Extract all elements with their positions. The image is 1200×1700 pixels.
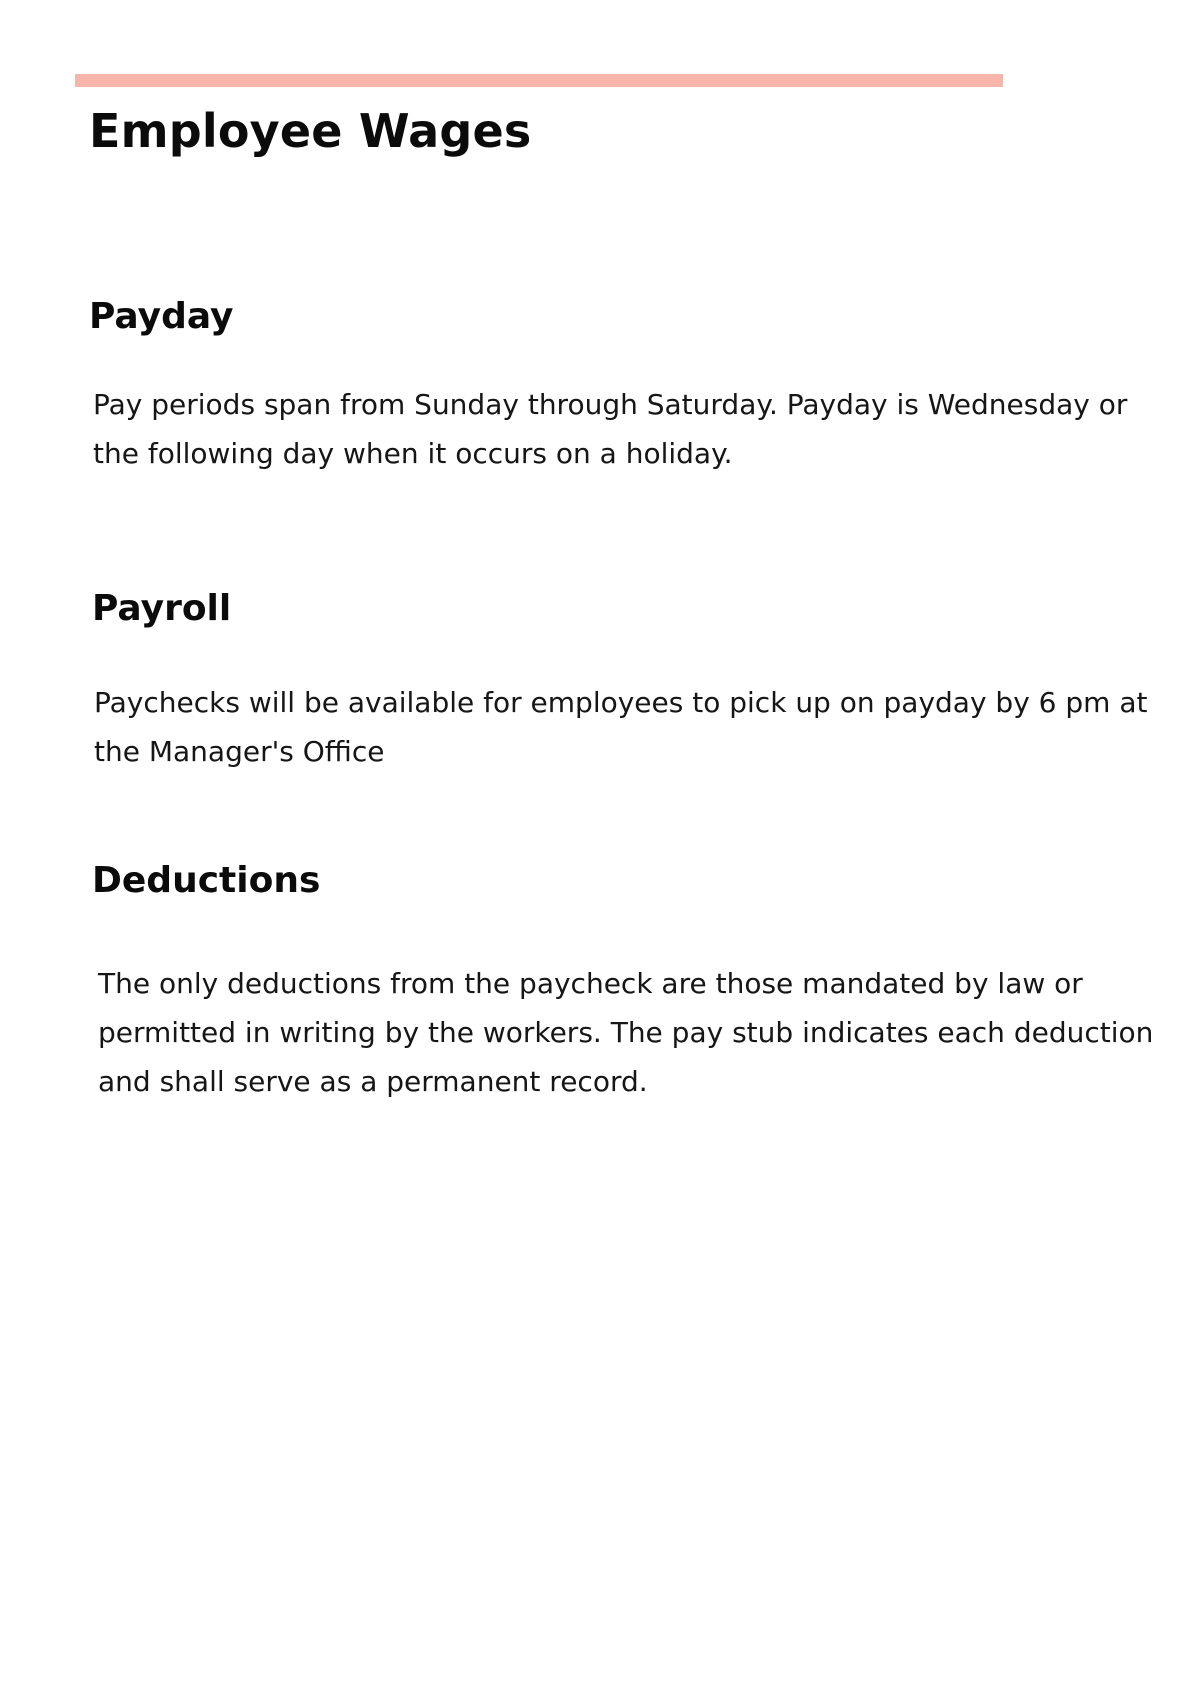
section-body-line: The only deductions from the paycheck are those mandated by law or <box>98 967 1083 1000</box>
section-body-line: the Manager's Office <box>94 735 385 768</box>
section-body-payday <box>93 380 1173 478</box>
section-heading-payroll: Payroll <box>92 588 232 629</box>
section-body-line: and shall serve as a permanent record. <box>98 1065 648 1098</box>
section-body-deductions <box>98 959 1178 1106</box>
section-heading-deductions: Deductions <box>92 860 321 901</box>
section-body-line: permitted in writing by the workers. The pay stub indicates each deduction <box>98 1016 1154 1049</box>
section-body-line: the following day when it occurs on a holiday. <box>93 437 733 470</box>
document-title: Employee Wages <box>89 104 532 158</box>
section-body-line: Pay periods span from Sunday through Saturday. Payday is Wednesday or <box>93 388 1128 421</box>
section-heading-payday: Payday <box>89 296 234 337</box>
title-accent-bar <box>75 74 1003 87</box>
section-body-line: Paychecks will be available for employees to pick up on payday by 6 pm at <box>94 686 1148 719</box>
section-body-payroll <box>94 678 1174 776</box>
